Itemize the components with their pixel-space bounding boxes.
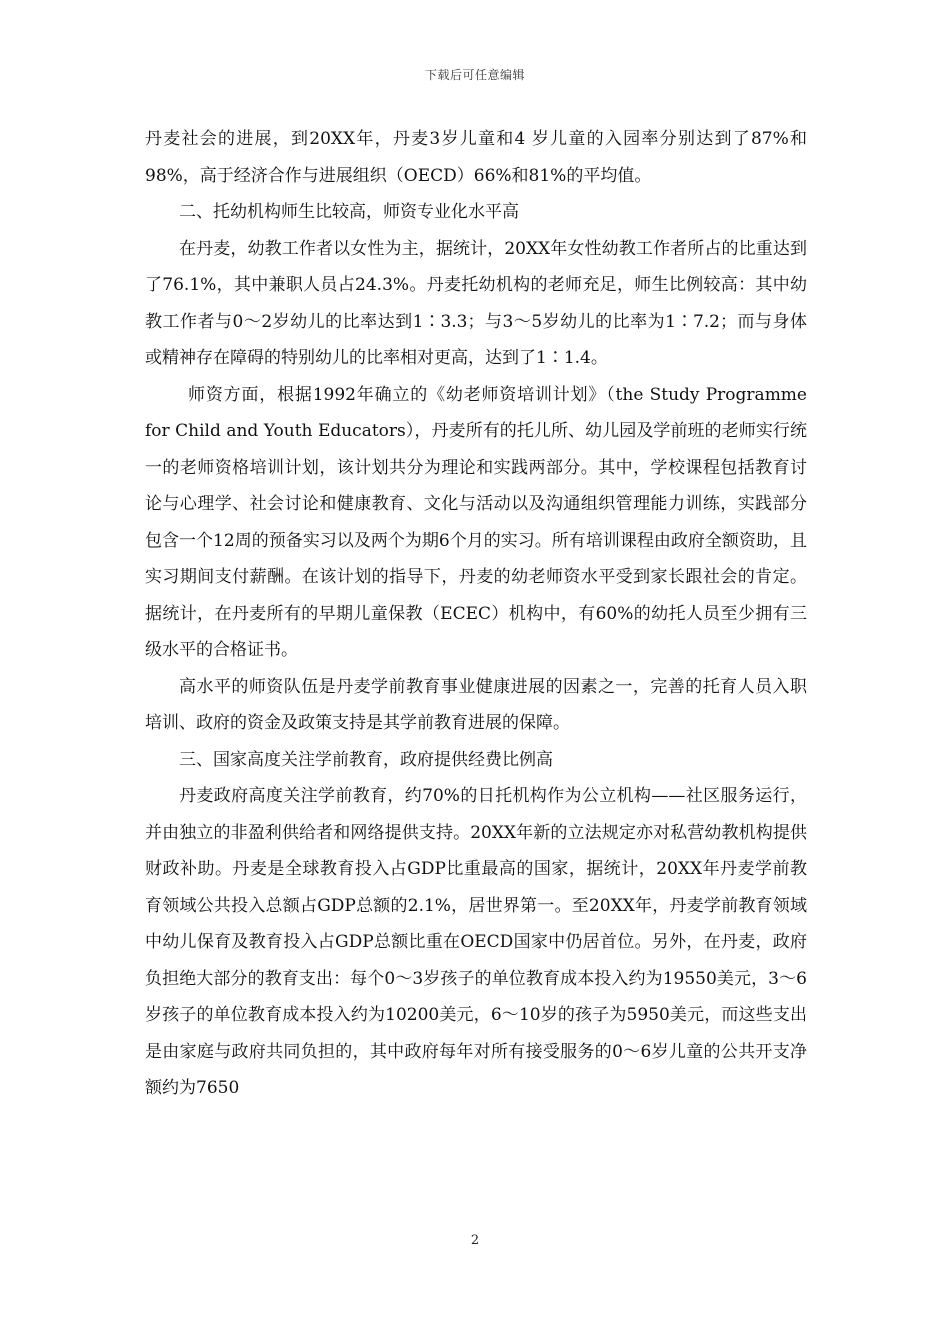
document-body	[145, 121, 807, 1107]
section-heading-2: 二、托幼机构师生比较高，师资专业化水平高	[179, 202, 519, 222]
paragraph-funding: 丹麦政府高度关注学前教育，约70%的日托机构作为公立机构——社区服务运行，并由独立的非盈利供给者和网络提供支持。20XX年新的立法规定亦对私营幼教机构提供财政补助。丹麦是全球教育投入占GDP比重最高的国家，据统计，20XX年丹麦学前教育领域公共投入总额占GDP总额的2.1%，居世界第一。至20XX年，丹麦学前教育领域中幼儿保育及教育投入占GDP总额比重在OECD国家中仍居首位。另外，在丹麦，政府负担绝大部分的教育支出：每个0～3岁孩子的单位教育成本投入约为19550美元，3～6岁孩子的单位教育成本投入约为10200美元，6～10岁的孩子为5950美元，而这些支出是由家庭与政府共同负担的，其中政府每年对所有接受服务的0～6岁儿童的公共开支净额约为7650	[145, 786, 807, 1098]
paragraph-continuation: 丹麦社会的进展，到20XX年，丹麦3岁儿童和4 岁儿童的入园率分别达到了87%和98%，高于经济合作与进展组织（OECD）66%和81%的平均值。	[145, 129, 807, 186]
page-number: 2	[470, 1233, 480, 1248]
section-heading-3: 三、国家高度关注学前教育，政府提供经费比例高	[179, 749, 553, 770]
paragraph-staff-ratio: 在丹麦，幼教工作者以女性为主，据统计，20XX年女性幼教工作者所占的比重达到了76.1%，其中兼职人员占24.3%。丹麦托幼机构的老师充足，师生比例较高：其中幼教工作者与0～2岁幼儿的比率达到1∶3.3；与3～5岁幼儿的比率为1∶7.2；而与身体或精神存在障碍的特别幼儿的比率相对更高，达到了1∶1.4。	[145, 238, 807, 368]
paragraph-summary: 高水平的师资队伍是丹麦学前教育事业健康进展的因素之一，完善的托育人员入职培训、政府的资金及政策支持是其学前教育进展的保障。	[145, 676, 807, 733]
page-header: 下载后可任意编辑	[424, 68, 525, 82]
paragraph-teacher-training: 师资方面，根据1992年确立的《幼老师资培训计划》（the Study Programme for Child and Youth Educators），丹麦所有的托儿所、幼儿园及学前班的老师实行统一的老师资格培训计划，该计划共分为理论和实践两部分。其中，学校课程包括教育讨论与心理学、社会讨论和健康教育、文化与活动以及沟通组织管理能力训练，实践部分包含一个12周的预备实习以及两个为期6个月的实习。所有培训课程由政府全额资助，且实习期间支付薪酬。在该计划的指导下，丹麦的幼老师资水平受到家长跟社会的肯定。据统计，在丹麦所有的早期儿童保教（ECEC）机构中，有60%的幼托人员至少拥有三级水平的合格证书。	[145, 384, 807, 660]
